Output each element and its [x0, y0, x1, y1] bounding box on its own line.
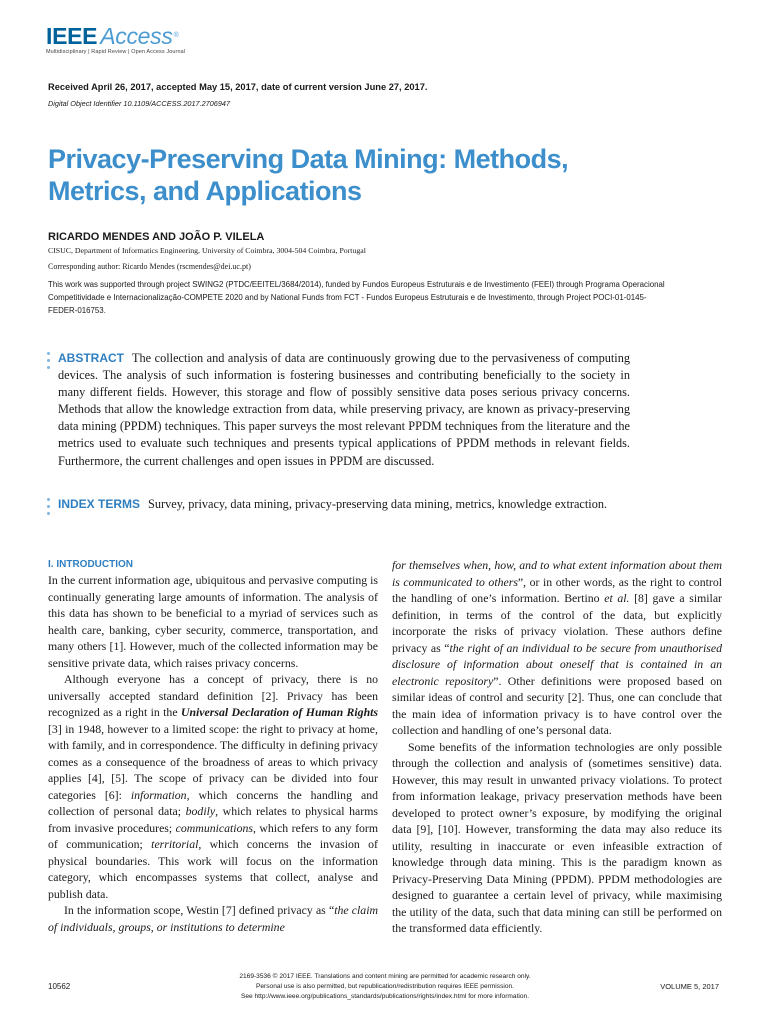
received-dates: Received April 26, 2017, accepted May 15, 2017, date of current version June 27, 2017.: [48, 82, 428, 92]
copyright-notice: 2169-3536 © 2017 IEEE. Translations and content mining are permitted for academic research only. Personal use is also permitted, but republication/redistribution requires IEEE permission. See http://www.ieee.org/publications_standards/publications/rights/index.html for more information.: [239, 973, 531, 1000]
title-line-2: Metrics, and Applications: [48, 176, 362, 206]
volume: VOLUME 5, 2017: [660, 982, 719, 991]
intro-paragraph-1: In the current information age, ubiquitous and pervasive computing is continually generating large amounts of information. The analysis of this data has shown to be beneficial to a myriad of services such as health care, banking, cyber security, commerce, transportation, and many others [1]. However, much of the collected information may be sensitive private data, which raises privacy concerns.: [48, 573, 378, 670]
intro-paragraph-4: Some benefits of the information technologies are only possible through the collection and analysis of (sometimes sensitive) data. However, this may result in unwanted privacy violations. To protect from information leakage, privacy preservation methods have been developed to protect owner’s exposure, by modifying the original data [9], [10]. However, transforming the data may also reduce its utility, resulting in inaccurate or even infeasible extraction of knowledge through data mining. This is the paradigm known as Privacy-Preserving Data Mining (PPDM). PPDM methodologies are designed to guarantee a certain level of privacy, while maximising the utility of the data, such that data mining can still be performed on the transformed data efficiently.: [392, 739, 722, 935]
page-number: 10562: [48, 982, 71, 991]
abstract-text: The collection and analysis of data are continuously growing due to the pervasiveness of computing devices. The analysis of such information is fostering businesses and contributing beneficially to the society in many different fields. However, this storage and flow of possibly sensitive data poses serious privacy concerns. Methods that allow the knowledge extraction from data, while preserving privacy, are known as privacy-preserving data mining (PPDM) techniques. This paper surveys the most relevant PPDM techniques from the literature and the metrics used to evaluate such techniques and presents typical applications of PPDM methods in relevant fields. Furthermore, the current challenges and open issues in PPDM are discussed.: [58, 351, 630, 468]
index-terms-text: Survey, privacy, data mining, privacy-preserving data mining, metrics, knowledge extraction.: [148, 497, 608, 511]
abstract-dots-icon: [47, 352, 55, 373]
abstract: [58, 350, 630, 470]
title-line-1: Privacy-Preserving Data Mining: Methods,: [48, 144, 569, 174]
column-right: [392, 557, 722, 937]
column-left: [48, 557, 378, 935]
index-terms-label: INDEX TERMS: [58, 497, 141, 511]
corresponding-author: Corresponding author: Ricardo Mendes (rscmendes@dei.uc.pt): [48, 262, 251, 271]
paper-title: [48, 143, 608, 207]
intro-paragraph-3-start: In the information scope, Westin [7] defined privacy as “the claim of individuals, groups, or institutions to determine: [48, 903, 379, 934]
affiliation: CISUC, Department of Informatics Engineering, University of Coimbra, 3004-504 Coimbra, Portugal: [48, 246, 366, 255]
doi: Digital Object Identifier 10.1109/ACCESS.2017.2706947: [48, 99, 230, 108]
funding-note: This work was supported through project SWING2 (PTDC/EEITEL/3684/2014), funded by Fundos Europeus Estruturais e de Investimento (FEEI) through Programa Operacional Competitividade e Internacionalização-COMPETE 2020 and by National Funds from FCT - Fundos Europeus Estruturais e de Investimento, through Project POCI-01-0145-FEDER-016753.: [48, 280, 665, 315]
journal-logo: IEEE Access® Multidisciplinary | Rapid Review | Open Access Journal: [46, 23, 186, 55]
index-terms: [58, 496, 630, 513]
abstract-label: ABSTRACT: [58, 351, 124, 365]
section-heading-introduction: I. INTRODUCTION: [48, 559, 133, 570]
index-terms-dots-icon: [47, 498, 55, 519]
authors: RICARDO MENDES AND JOÃO P. VILELA: [48, 231, 265, 243]
westin-quote: the claim of individuals, groups, or institutions to determine: [48, 903, 379, 934]
intro-paragraph-3-cont: for themselves when, how, and to what extent information about them is communicated to others”, or in other words, as the right to control the handling of one’s information. Bertino et al. [8] gave a similar definition, in terms of the control of the data, but explicitly incorporate the risks of privacy violation. These authors define privacy as “the right of an individual to be secure from unauthorised disclosure of information about oneself that is contained in an electronic repository”. Other definitions were proposed based on similar ideas of control and security [2]. Thus, one can conclude that the main idea of information privacy is to have control over the collection and handling of one’s personal data.: [392, 558, 722, 737]
logo-tagline: Multidisciplinary | Rapid Review | Open Access Journal: [46, 49, 186, 55]
logo-ieee: IEEE: [46, 23, 98, 49]
logo-access: Access: [100, 23, 173, 49]
intro-paragraph-2: Although everyone has a concept of privacy, there is no universally accepted standard definition [2]. Privacy has been recognized as a right in the Universal Declaration of Human Rights [3] in 1948, however to a limited scope: the right to privacy at home, with family, and in correspondence. The difficulty in defining privacy comes as a consequence of the broadness of areas to which privacy applies [4], [5]. The scope of privacy can be divided into four categories [6]: information, which concerns the handling and collection of personal data; bodily, which relates to physical harms from invasive procedures; communications, which refers to any form of communication; territorial, which concerns the invasion of physical boundaries. This work will focus on the information category, which encompasses systems that collect, analyse and publish data.: [48, 672, 379, 901]
